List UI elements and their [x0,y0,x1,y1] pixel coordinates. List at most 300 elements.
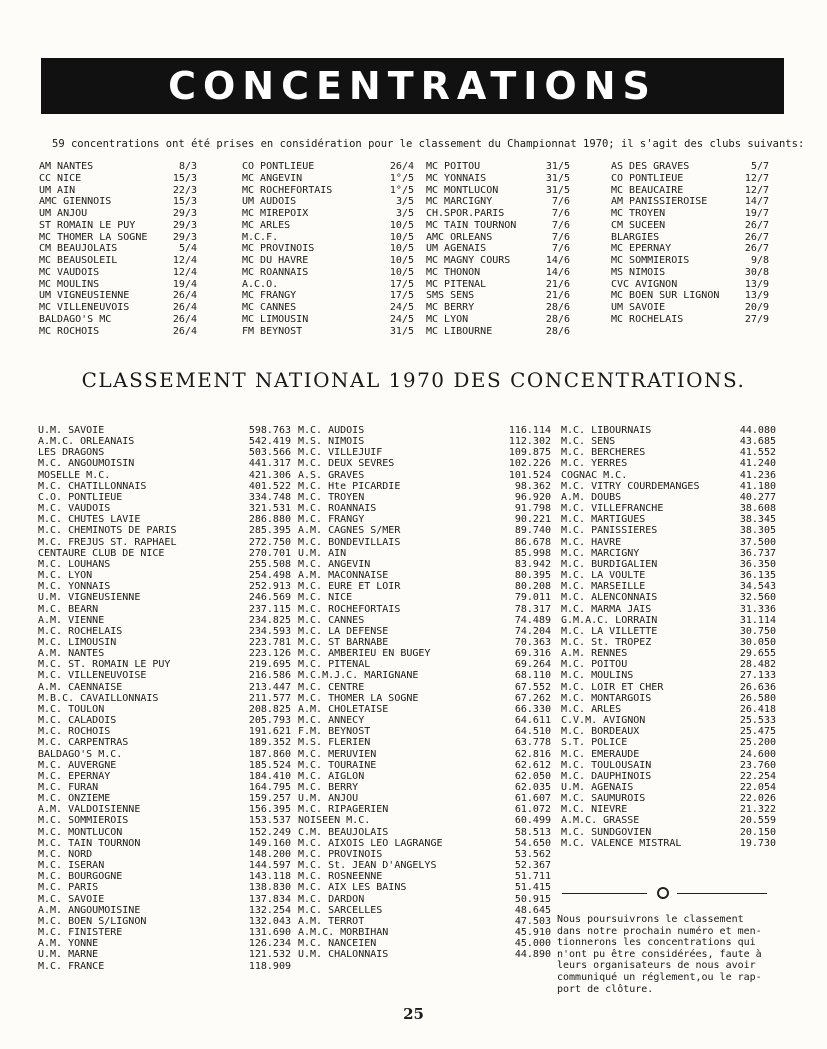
table-row [561,592,776,603]
club-score: 98.362 [514,480,551,492]
concentrations-column [426,161,570,337]
club-name: M.C. NICE [298,592,353,604]
table-row [561,793,776,804]
table-row [38,771,291,782]
table-row [561,447,776,458]
club-name: M.C. St. TROPEZ [561,636,652,648]
list-item [39,279,197,291]
event-date: 12/7 [744,172,769,184]
event-date: 13/9 [744,290,769,302]
table-row [561,581,776,592]
event-date: 21/6 [545,278,570,290]
club-name: MOSELLE M.C. [38,469,111,481]
club-name: G.M.A.C. LORRAIN [561,614,658,626]
club-name: MC POITOU [426,161,481,172]
club-name: MC MIREPOIX [242,208,309,219]
table-row [298,458,551,469]
list-item [242,173,414,185]
club-name: M.C. YONNAIS [38,581,111,593]
club-name: M.C.F. [242,231,279,243]
club-name: CO PONTLIEUE [611,172,684,184]
table-row [298,749,551,760]
club-name: M.C. SENS [561,436,616,448]
club-name: MC BOEN SUR LIGNON [611,290,720,302]
table-row [298,514,551,525]
intro-text: 59 concentrations ont été prises en considération pour le classement du Championnat 1970; il s'agit des clubs suivants: [52,138,805,150]
divider-ornament [562,886,767,900]
list-item [39,290,197,302]
club-name: CENTAURE CLUB DE NICE [38,547,165,559]
list-item [611,255,769,267]
list-item [611,232,769,244]
table-row [38,905,291,916]
event-date: 26/7 [744,219,769,231]
list-item [242,185,414,197]
list-item [426,220,570,232]
club-name: MC ROANNAIS [242,266,309,278]
table-row [561,827,776,838]
club-score: 185.524 [248,759,291,771]
club-name: LES DRAGONS [38,447,105,459]
event-date: 8/3 [178,161,197,172]
club-name: U.M. CHALONNAIS [298,949,389,961]
list-item [242,220,414,232]
club-score: 131.690 [248,927,291,939]
club-name: COGNAC M.C. [561,469,628,481]
event-date: 26/7 [744,243,769,255]
club-name: CVC AVIGNON [611,278,678,290]
list-item [611,161,769,173]
club-name: M.C. BERCHERES [561,447,646,459]
table-row [561,838,776,849]
table-row [561,693,776,704]
club-name: M.C. CARPENTRAS [38,737,129,749]
club-name: M.C. ROCHELAIS [38,625,123,637]
club-score: 118.909 [248,960,291,972]
club-name: M.C. TOULON [38,703,105,715]
club-name: M.C. AIGLON [298,770,365,782]
club-name: U.M. ANJOU [298,793,359,805]
club-score: 41.240 [739,458,776,470]
club-score: 31.336 [739,603,776,615]
event-date: 28/6 [545,313,570,325]
club-score: 91.798 [514,503,551,515]
table-row [561,503,776,514]
club-score: 96.920 [514,491,551,503]
list-item [242,208,414,220]
club-name: A.C.O. [242,278,279,290]
club-score: 79.011 [514,592,551,604]
club-name: M.C. EMERAUDE [561,748,640,760]
club-name: M.C. VALENCE MISTRAL [561,837,682,849]
list-item [39,267,197,279]
club-score: 62.816 [514,748,551,760]
club-score: 22.026 [739,793,776,805]
club-score: 45.910 [514,927,551,939]
table-row [561,570,776,581]
club-name: M.C. FURAN [38,782,99,793]
club-score: 25.200 [739,737,776,749]
table-row [298,570,551,581]
club-name: M.C. AIX LES BAINS [298,882,407,894]
event-date: 12/4 [172,255,197,266]
club-score: 83.942 [514,558,551,570]
table-row [298,760,551,771]
club-score: 234.593 [248,625,291,637]
event-date: 28/6 [545,302,570,313]
table-row [38,503,291,514]
list-item [611,173,769,185]
club-score: 246.569 [248,592,291,604]
club-score: 542.419 [248,436,291,448]
club-name: M.C. ST. ROMAIN LE PUY [38,659,171,671]
club-name: M.C. BONDEVILLAIS [298,536,401,548]
club-score: 61.072 [514,804,551,816]
table-row [38,949,291,960]
club-score: 85.998 [514,547,551,559]
club-name: M.C. HAVRE [561,536,622,548]
list-item [611,185,769,197]
table-row [298,425,551,436]
club-name: M.C. SARCELLES [298,904,383,916]
event-date: 12/7 [744,184,769,196]
club-name: CO PONTLIEUE [242,161,315,172]
club-name: M.C. BURDIGALIEN [561,558,658,570]
table-row [38,726,291,737]
event-date: 13/9 [744,278,769,290]
club-name: M.C. MARMA JAIS [561,603,652,615]
list-item [611,314,769,326]
event-date: 28/6 [545,325,570,337]
club-name: A.M. MACONNAISE [298,570,389,582]
table-row [38,604,291,615]
club-name: A.S. GRAVES [298,469,365,481]
club-name: MC VILLENEUVOIS [39,302,130,313]
club-name: M.C. ISERAN [38,860,105,872]
table-row [38,570,291,581]
club-name: NOISEEN M.C. [298,815,371,827]
table-row [561,804,776,815]
club-name: M.C. POITOU [561,659,628,671]
club-score: 112.302 [508,436,551,448]
club-score: 36.350 [739,558,776,570]
list-item [242,279,414,291]
table-row [561,749,776,760]
club-name: M.C. TAIN TOURNON [38,837,141,849]
event-date: 24/5 [389,302,414,313]
header-banner [41,58,784,114]
event-date: 29/3 [172,219,197,231]
club-score: 132.254 [248,904,291,916]
event-date: 31/5 [545,172,570,184]
club-score: 64.510 [514,726,551,738]
club-score: 23.760 [739,759,776,771]
concentrations-column [611,161,769,326]
table-row [298,793,551,804]
club-name: MC ROCHOIS [39,325,100,337]
club-name: FM BEYNOST [242,325,303,337]
club-score: 109.875 [508,447,551,459]
club-score: 153.537 [248,815,291,827]
club-score: 164.795 [248,782,291,793]
event-date: 21/6 [545,290,570,302]
club-score: 223.126 [248,648,291,660]
club-name: M.C. ANGEVIN [298,558,371,570]
event-date: 26/4 [172,302,197,313]
club-name: M.C. ALENCONNAIS [561,592,658,604]
club-score: 41.236 [739,469,776,481]
event-date: 7/6 [551,243,570,255]
club-name: MC YONNAIS [426,172,487,184]
table-row [561,637,776,648]
table-row [38,827,291,838]
club-name: M.C. THOMER LA SOGNE [298,692,419,704]
table-row [298,447,551,458]
event-date: 22/3 [172,184,197,196]
club-name: A.M. CAGNES S/MER [298,525,401,537]
table-row [561,715,776,726]
table-row [38,492,291,503]
table-row [38,916,291,927]
club-score: 40.277 [739,491,776,503]
list-item [426,173,570,185]
club-score: 25.475 [739,726,776,738]
table-row [561,604,776,615]
table-row [298,849,551,860]
club-score: 47.503 [514,915,551,927]
table-row [38,615,291,626]
club-score: 86.678 [514,536,551,548]
table-row [38,804,291,815]
club-name: MC THONON [426,266,481,278]
table-row [561,548,776,559]
club-name: UM AUDOIS [242,196,297,208]
event-date: 15/3 [172,172,197,184]
table-row [561,525,776,536]
table-row [38,458,291,469]
club-score: 89.740 [514,525,551,537]
club-name: MC TAIN TOURNON [426,219,517,231]
club-name: M.C. MARSEILLE [561,581,646,593]
event-date: 19/7 [744,208,769,219]
table-row [298,927,551,938]
club-score: 66.330 [514,703,551,715]
page-number: 25 [403,1005,424,1023]
table-row [38,481,291,492]
club-name: M.C. EURE ET LOIR [298,581,401,593]
table-row [298,537,551,548]
list-item [426,232,570,244]
club-name: M.C. VILLEJUIF [298,447,383,459]
table-row [298,916,551,927]
club-name: M.C. VILLENEUVOISE [38,670,147,682]
club-score: 156.395 [248,804,291,816]
club-score: 285.395 [248,525,291,537]
club-score: 138.830 [248,882,291,894]
club-name: MC PITENAL [426,278,487,290]
club-name: AS DES GRAVES [611,161,690,172]
table-row [38,592,291,603]
club-score: 234.825 [248,614,291,626]
list-item [39,173,197,185]
list-item [39,326,197,338]
list-item [39,185,197,197]
table-row [298,871,551,882]
club-name: M.C. SAUMUROIS [561,793,646,805]
club-name: A.M.C. ORLEANAIS [38,436,135,448]
club-score: 27.133 [739,670,776,682]
club-name: BALDAGO'S MC [39,313,112,325]
club-name: CH.SPOR.PARIS [426,208,505,219]
club-name: MC BERRY [426,302,475,313]
club-name: MC LIBOURNE [426,325,493,337]
club-score: 272.750 [248,536,291,548]
event-date: 12/4 [172,266,197,278]
club-score: 38.345 [739,514,776,526]
table-row [298,693,551,704]
list-item [242,232,414,244]
table-row [38,525,291,536]
club-name: U.M. VIGNEUSIENNE [38,592,141,604]
club-name: U.M. AIN [298,547,347,559]
club-name: BLARGIES [611,231,660,243]
club-name: M.C. LYON [38,570,93,582]
event-date: 26/4 [172,313,197,325]
event-date: 31/5 [389,325,414,337]
club-score: 80.395 [514,570,551,582]
club-name: U.M. AGENAIS [561,782,634,793]
club-name: A.M. DOUBS [561,491,622,503]
club-name: U.M. SAVOIE [38,425,105,436]
club-name: M.C. CANNES [298,614,365,626]
club-name: M.C. NIEVRE [561,804,628,816]
club-name: M.C. DAUPHINOIS [561,770,652,782]
club-score: 34.543 [739,581,776,593]
table-row [298,894,551,905]
event-date: 10/5 [389,243,414,255]
club-name: MC ARLES [242,219,291,231]
table-row [561,782,776,793]
table-row [561,615,776,626]
club-name: ST ROMAIN LE PUY [39,219,136,231]
table-row [298,882,551,893]
club-name: M.C. CHUTES LAVIE [38,514,141,526]
club-name: M.C. BORDEAUX [561,726,640,738]
club-name: M.C. ROSNEENNE [298,871,383,883]
club-score: 137.834 [248,893,291,905]
club-name: A.M. VIENNE [38,614,105,626]
table-row [38,447,291,458]
club-name: M.C. SOMMIEROIS [38,815,129,827]
club-score: 21.322 [739,804,776,816]
club-name: M.C. ANGOUMOISIN [38,458,135,470]
list-item [426,243,570,255]
club-score: 149.160 [248,837,291,849]
event-date: 14/6 [545,255,570,266]
club-score: 41.180 [739,480,776,492]
list-item [242,290,414,302]
table-row [561,704,776,715]
table-row [38,693,291,704]
table-row [38,548,291,559]
club-name: MC VAUDOIS [39,266,100,278]
list-item [39,208,197,220]
club-name: M.C. NANCEIEN [298,938,377,950]
table-row [298,704,551,715]
table-row [298,559,551,570]
list-item [242,255,414,267]
club-score: 211.577 [248,692,291,704]
table-row [561,815,776,826]
list-item [426,314,570,326]
table-row [561,425,776,436]
club-score: 401.522 [248,480,291,492]
club-score: 116.114 [508,425,551,436]
club-name: AM PANISSIEROISE [611,196,708,208]
table-row [298,648,551,659]
club-score: 191.621 [248,726,291,738]
club-score: 101.524 [508,469,551,481]
club-name: SMS SENS [426,290,475,302]
event-date: 20/9 [744,302,769,313]
table-row [298,905,551,916]
club-name: M.C. BOURGOGNE [38,871,123,883]
table-row [561,760,776,771]
club-name: MC ROCHEFORTAIS [242,184,333,196]
list-item [39,314,197,326]
club-score: 44.080 [739,425,776,436]
club-name: MC ANGEVIN [242,172,303,184]
club-name: M.C. PARIS [38,882,99,894]
club-score: 90.221 [514,514,551,526]
club-name: C.O. PONTLIEUE [38,491,123,503]
event-date: 30/8 [744,266,769,278]
club-name: M.C. BERRY [298,782,359,793]
club-score: 30.050 [739,636,776,648]
club-name: A.M. ANGOUMOISINE [38,904,141,916]
club-name: CM BEAUJOLAIS [39,243,118,255]
list-item [242,267,414,279]
club-score: 187.860 [248,748,291,760]
club-name: MS NIMOIS [611,266,666,278]
club-name: M.C. LOIR ET CHER [561,681,664,693]
table-row [298,737,551,748]
club-name: M.C. LOUHANS [38,558,111,570]
table-row [298,548,551,559]
event-date: 1°/5 [389,184,414,196]
event-date: 9/8 [750,255,769,266]
list-item [242,243,414,255]
club-name: C.M. BEAUJOLAIS [298,826,389,838]
table-row [38,670,291,681]
club-name: M.C. FREJUS ST. RAPHAEL [38,536,177,548]
club-name: M.C. ROANNAIS [298,503,377,515]
club-score: 30.750 [739,625,776,637]
list-item [426,279,570,291]
club-name: F.M. BEYNOST [298,726,371,738]
club-score: 38.305 [739,525,776,537]
list-item [242,326,414,338]
club-score: 19.730 [739,837,776,849]
club-score: 50.915 [514,893,551,905]
event-date: 14/6 [545,266,570,278]
club-name: M.C. Hte PICARDIE [298,480,401,492]
list-item [611,267,769,279]
club-name: M.C. CHEMINOTS DE PARIS [38,525,177,537]
club-score: 22.254 [739,770,776,782]
table-row [38,793,291,804]
table-row [38,927,291,938]
